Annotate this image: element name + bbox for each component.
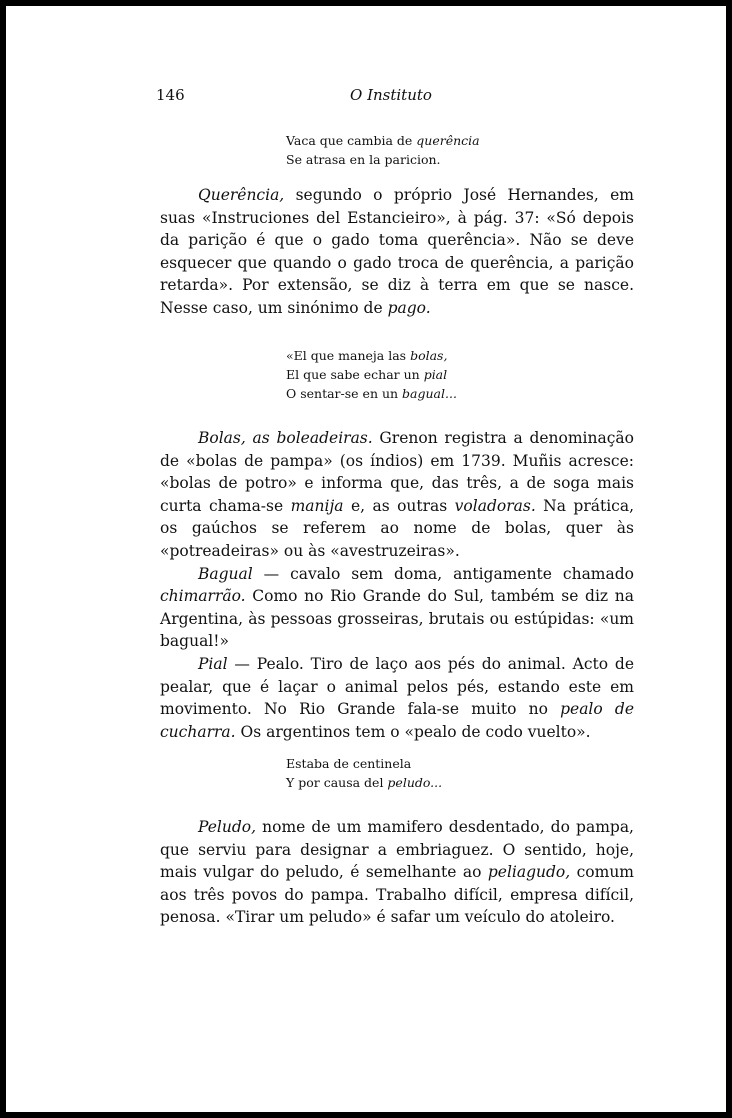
verse-quote-2 xyxy=(286,346,457,403)
verse-quote-3 xyxy=(286,754,442,792)
verse-line: «El que maneja las bolas, xyxy=(286,348,448,363)
verse-line: El que sabe echar un pial xyxy=(286,367,448,382)
verse-line: Se atrasa en la paricion. xyxy=(286,152,441,167)
running-title: O Instituto xyxy=(350,86,432,104)
paragraph-peludo: Peludo, nome de um mamifero desdentado, do pampa, que serviu para designar a embriaguez. O sentido, hoje, mais vulgar do peludo, é semelhante ao peliagudo, comum aos três povos do pampa. Trabalho difícil, empresa difícil, penosa. «Tirar um peludo» é safar um veículo do atoleiro. xyxy=(160,818,634,927)
verse-line: Estaba de centinela xyxy=(286,756,412,771)
verse-line: Y por causa del peludo... xyxy=(286,775,443,790)
paragraph-bolas: Bolas, as boleadeiras. Grenon registra a denominação de «bolas de pampa» (os índios) em 1739. Muñis acresce: «bolas de potro» e informa que, das três, a de soga mais curta chama-se manija e, as outras voladoras. Na prática, os gaúchos se referem ao nome de bolas, quer às «potreadeiras» ou às «avestruzeiras». xyxy=(160,429,635,560)
paragraph-bagual: Bagual — cavalo sem doma, antigamente chamado chimarrão. Como no Rio Grande do Sul, também se diz na Argentina, às pessoas grosseiras, brutais ou estúpidas: «um bagual!» xyxy=(160,564,634,651)
verse-line: O sentar-se en un bagual... xyxy=(286,386,457,401)
running-header xyxy=(6,86,726,110)
paragraph-querencia: Querência, segundo o próprio José Hernandes, em suas «Instruciones del Estancieiro», à pág. 37: «Só depois da parição é que o gado toma querência». Não se deve esquecer que quando o gado troca de querência, a parição retarda». Por extensão, se diz à terra em que se nasce. Nesse caso, um sinónimo de pago. xyxy=(160,186,634,317)
book-page xyxy=(6,6,726,1112)
paragraphs-bolas-bagual-pial xyxy=(160,427,634,743)
verse-line: Vaca que cambia de querência xyxy=(286,133,480,148)
page-number: 146 xyxy=(156,86,185,104)
paragraph-pial: Pial — Pealo. Tiro de laço aos pés do animal. Acto de pealar, que é laçar o animal pelos pés, estando este em movimento. No Rio Grande fala-se muito no pealo de cucharra. Os argentinos tem o «pealo de codo vuelto». xyxy=(160,654,634,741)
verse-quote-1 xyxy=(286,131,480,169)
